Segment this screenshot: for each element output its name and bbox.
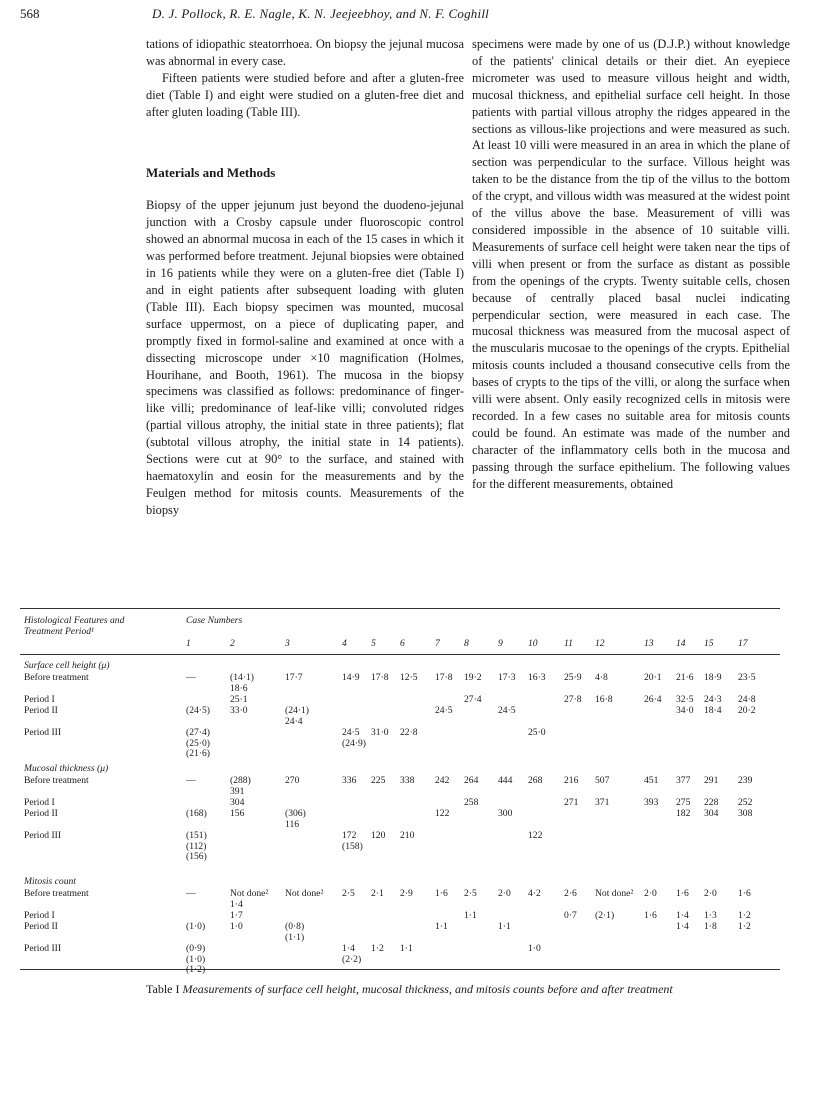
table-cell: 2·0 <box>498 888 511 899</box>
table-cell: 264 <box>464 775 479 786</box>
table-cell: (156) <box>186 851 207 863</box>
paragraph: Biopsy of the upper jejunum just beyond the duodeno-jejunal junction with a Crosby capsule under fluoroscopic control showed an abnormal mucosa in each of the 15 cases in which it was performed before treatment. Jejunal biopsies were obtained in 16 patients while they were on a gluten-free diet (Table I) and in eight patients after subsequent loading with gluten (Table III). Each biopsy specimen was mounted, mucosal surface uppermost, on a piece of duplicating paper, and promptly fixed in formol-saline and examined at once with a dissecting microscope under ×10 magnification (Holmes, Hourihane, and Booth, 1961). The mucosa in the biopsy specimens was classified as follows: predominance of finger-like villi; predominance of leaf-like villi; convoluted ridges (partial villous atrophy, the initial state in three patients); flat (subtotal villous atrophy, the initial state in 14 patients). Sections were cut at 90° to the surface, and stained with haematoxylin and eosin for the measurements and by the Feulgen method for mitosis counts. Measurements of the biopsy <box>146 198 464 517</box>
column-header: 15 <box>704 638 714 649</box>
table-cell: 1·4 <box>342 943 355 954</box>
table-cell: 270 <box>285 775 300 786</box>
table-cell: 2·5 <box>464 888 477 899</box>
table-cell: 25·9 <box>564 672 582 683</box>
table-cell: 17·7 <box>285 672 303 683</box>
table-cell: 18·6 <box>230 682 248 694</box>
table-cell: 1·4 <box>676 910 689 921</box>
row-label: Period I <box>24 694 55 705</box>
row-label: Period II <box>24 808 58 819</box>
table-cell: 338 <box>400 775 415 786</box>
table-cell: 507 <box>595 775 610 786</box>
case-numbers-label: Case Numbers <box>186 615 243 626</box>
row-label: Period III <box>24 727 62 738</box>
table-cell: 16·3 <box>528 672 546 683</box>
table-cell: 291 <box>704 775 719 786</box>
table-cell: Not done² <box>285 888 324 899</box>
table-cell: (288) <box>230 775 251 786</box>
row-label: Before treatment <box>24 775 89 786</box>
table-cell: 2·5 <box>342 888 355 899</box>
table-cell: 25·1 <box>230 694 248 705</box>
table-cell: 24·5 <box>498 705 516 716</box>
table-cell: (25·0) <box>186 737 210 749</box>
table-cell: 26·4 <box>644 694 662 705</box>
table-cell: (1·0) <box>186 921 206 932</box>
column-header: 11 <box>564 638 573 649</box>
table-cell: 210 <box>400 830 415 841</box>
row-label: Period I <box>24 797 55 808</box>
table-cell: 23·5 <box>738 672 756 683</box>
table-cell: 1·2 <box>371 943 384 954</box>
table-cell: 239 <box>738 775 753 786</box>
table-cell: 304 <box>704 808 719 819</box>
table-cell: 20·1 <box>644 672 662 683</box>
table-cell: 24·8 <box>738 694 756 705</box>
table-cell: — <box>186 672 196 683</box>
table-cell: 242 <box>435 775 450 786</box>
table-cell: (168) <box>186 808 207 819</box>
table-cell: 31·0 <box>371 727 389 738</box>
row-label: Period III <box>24 943 62 954</box>
table-cell: 336 <box>342 775 357 786</box>
left-column <box>146 36 464 519</box>
table-cell: 1·3 <box>704 910 717 921</box>
table-cell: 1·0 <box>528 943 541 954</box>
section-heading: Materials and Methods <box>146 164 276 180</box>
table-cell: (0·9) <box>186 943 206 954</box>
table-cell: 27·4 <box>464 694 482 705</box>
table-cell: 4·8 <box>595 672 608 683</box>
table-cell: 17·8 <box>371 672 389 683</box>
column-header: 10 <box>528 638 538 649</box>
table-cell: 14·9 <box>342 672 360 683</box>
table-cell: 1·6 <box>644 910 657 921</box>
table-cell: 1·6 <box>738 888 751 899</box>
table-cell: (1·1) <box>285 931 305 943</box>
table-cell: (2·2) <box>342 953 362 965</box>
table-cell: (24·9) <box>342 737 366 749</box>
table-cell: 2·0 <box>704 888 717 899</box>
table-cell: — <box>186 775 196 786</box>
table-cell: 17·8 <box>435 672 453 683</box>
table-cell: 393 <box>644 797 659 808</box>
table-cell: (14·1) <box>230 672 254 683</box>
table-cell: (112) <box>186 840 207 852</box>
table-cell: 258 <box>464 797 479 808</box>
table-cell: 27·8 <box>564 694 582 705</box>
table-cell: 24·5 <box>435 705 453 716</box>
table-cell: 16·8 <box>595 694 613 705</box>
table-cell: 172 <box>342 830 357 841</box>
table-cell: 1·2 <box>738 921 751 932</box>
table-cell: 18·9 <box>704 672 722 683</box>
table-cell: 1·8 <box>704 921 717 932</box>
table-cell: 0·7 <box>564 910 577 921</box>
table-cell: 120 <box>371 830 386 841</box>
table-cell: (21·6) <box>186 748 210 760</box>
table-cell: (2·1) <box>595 910 615 921</box>
section-title: Mitosis count <box>24 876 76 887</box>
section-title: Surface cell height (μ) <box>24 660 110 671</box>
row-label: Period II <box>24 705 58 716</box>
table-cell: 122 <box>435 808 450 819</box>
table-cell: 1·1 <box>435 921 448 932</box>
table-cell: (1·2) <box>186 964 206 976</box>
right-column <box>472 36 790 492</box>
row-label: Period II <box>24 921 58 932</box>
row-label: Period I <box>24 910 55 921</box>
table-cell: Not done² <box>230 888 269 899</box>
table-bottom-rule <box>20 969 780 970</box>
table-cell: 377 <box>676 775 691 786</box>
caption-text: Measurements of surface cell height, mucosal thickness, and mitosis counts before and after treatment <box>182 982 673 996</box>
table-cell: 1·1 <box>464 910 477 921</box>
table-cell: 182 <box>676 808 691 819</box>
table-cell: (151) <box>186 830 207 841</box>
table-cell: 21·6 <box>676 672 694 683</box>
table-cell: 1·1 <box>498 921 511 932</box>
table-cell: 228 <box>704 797 719 808</box>
row-label: Period III <box>24 830 62 841</box>
table-cell: 24·5 <box>342 727 360 738</box>
table-header-label: Histological Features and <box>24 615 125 626</box>
table-cell: 1·4 <box>230 898 243 910</box>
row-label: Before treatment <box>24 888 89 899</box>
table-cell: 4·2 <box>528 888 541 899</box>
table-cell: 2·1 <box>371 888 384 899</box>
table-cell: Not done² <box>595 888 634 899</box>
table-header-rule <box>20 654 780 655</box>
table-cell: 451 <box>644 775 659 786</box>
column-header: 17 <box>738 638 748 649</box>
table-cell: 371 <box>595 797 610 808</box>
table-cell: (24·1) <box>285 705 309 716</box>
table-cell: 24·4 <box>285 715 303 727</box>
table-cell: 225 <box>371 775 386 786</box>
table-cell: 122 <box>528 830 543 841</box>
table-cell: 12·5 <box>400 672 418 683</box>
column-header: 1 <box>186 638 191 649</box>
table-cell: 1·0 <box>230 921 243 932</box>
column-header: 6 <box>400 638 405 649</box>
table-cell: 2·9 <box>400 888 413 899</box>
table-cell: (0·8) <box>285 921 305 932</box>
table-cell: 275 <box>676 797 691 808</box>
column-header: 13 <box>644 638 654 649</box>
table-cell: 1·7 <box>230 910 243 921</box>
table-cell: 1·2 <box>738 910 751 921</box>
column-header: 7 <box>435 638 440 649</box>
caption-label: Table I <box>146 982 180 996</box>
table-cell: (24·5) <box>186 705 210 716</box>
table-cell: 17·3 <box>498 672 516 683</box>
table-cell: 33·0 <box>230 705 248 716</box>
table-cell: 304 <box>230 797 245 808</box>
table-cell: 444 <box>498 775 513 786</box>
table-cell: (306) <box>285 808 306 819</box>
table-cell: 2·0 <box>644 888 657 899</box>
table-cell: 300 <box>498 808 513 819</box>
table-cell: 156 <box>230 808 245 819</box>
table-cell: 271 <box>564 797 579 808</box>
table-cell: 216 <box>564 775 579 786</box>
row-label: Before treatment <box>24 672 89 683</box>
paragraph: Fifteen patients were studied before and after a gluten-free diet (Table I) and eight were studied on a gluten-free diet and after gluten loading (Table III). <box>146 70 464 119</box>
column-header: 4 <box>342 638 347 649</box>
running-authors: D. J. Pollock, R. E. Nagle, K. N. Jeejeebhoy, and N. F. Coghill <box>152 6 489 21</box>
table-cell: (1·0) <box>186 953 206 965</box>
table-cell: 24·3 <box>704 694 722 705</box>
table-cell: 1·6 <box>435 888 448 899</box>
column-header: 14 <box>676 638 686 649</box>
table-cell: 34·0 <box>676 705 694 716</box>
table-cell: (158) <box>342 840 363 852</box>
table-cell: 252 <box>738 797 753 808</box>
paragraph: specimens were made by one of us (D.J.P.) without knowledge of the patients' clinical details or their diet. An eyepiece micrometer was used to measure villous height and width, mucosal thickness, and epithelial surface cell height. In those patients with partial villous atrophy the ridges appeared in the sections as villous-like projections and were measured as such. At least 10 villi were measured in an area in which the plane of section was perpendicular to the surface. Villous height was taken to be the distance from the tip of the villus to the bottom of the crypt, and villous width was measured at the widest point of the villus above the base. Measurement of villi was considered impossible in the absence of 10 suitable villi. Measurements of surface cell height were taken near the tips of villi when present or from the surface as distant as possible from the openings of the crypts. Twenty suitable cells, chosen because of centrally placed basal nuclei indicating perpendicular section, were measured in each case. The mucosal thickness was measured from the mucosal aspect of the muscularis mucosae to the openings of the crypts. Epithelial mitosis counts included a thousand consecutive cells from the bases of crypts to the tips of the villi, or along the surface when villi were absent. Only easily recognized cells in mitosis were recorded. In a few cases no suitable area for mitosis counts could be found. An estimate was made of the number and character of the inflammatory cells both in the mucosa and passing through the surface epithelium. The following values for the different measurements, obtained <box>472 37 790 491</box>
table-cell: 18·4 <box>704 705 722 716</box>
table-cell: 308 <box>738 808 753 819</box>
column-header: 5 <box>371 638 376 649</box>
section-title: Mucosal thickness (μ) <box>24 763 109 774</box>
running-header <box>20 6 800 28</box>
column-header: 8 <box>464 638 469 649</box>
column-header: 3 <box>285 638 290 649</box>
table-cell: 391 <box>230 785 245 797</box>
table-cell: 1·6 <box>676 888 689 899</box>
table-cell: 268 <box>528 775 543 786</box>
table-top-rule <box>20 608 780 609</box>
table-cell: 1·1 <box>400 943 413 954</box>
table-cell: (27·4) <box>186 727 210 738</box>
table-header-label: Treatment Period¹ <box>24 626 94 637</box>
table-cell: 19·2 <box>464 672 482 683</box>
table-cell: 20·2 <box>738 705 756 716</box>
column-header: 12 <box>595 638 605 649</box>
column-header: 2 <box>230 638 235 649</box>
column-header: 9 <box>498 638 503 649</box>
table-cell: 1·4 <box>676 921 689 932</box>
table-caption <box>146 982 780 997</box>
table-cell: 2·6 <box>564 888 577 899</box>
paragraph: tations of idiopathic steatorrhoea. On biopsy the jejunal mucosa was abnormal in every case. <box>146 37 464 68</box>
table-cell: — <box>186 888 196 899</box>
table-cell: 25·0 <box>528 727 546 738</box>
table-cell: 32·5 <box>676 694 694 705</box>
table-cell: 22·8 <box>400 727 418 738</box>
page-number: 568 <box>20 6 40 21</box>
table-cell: 116 <box>285 818 300 830</box>
